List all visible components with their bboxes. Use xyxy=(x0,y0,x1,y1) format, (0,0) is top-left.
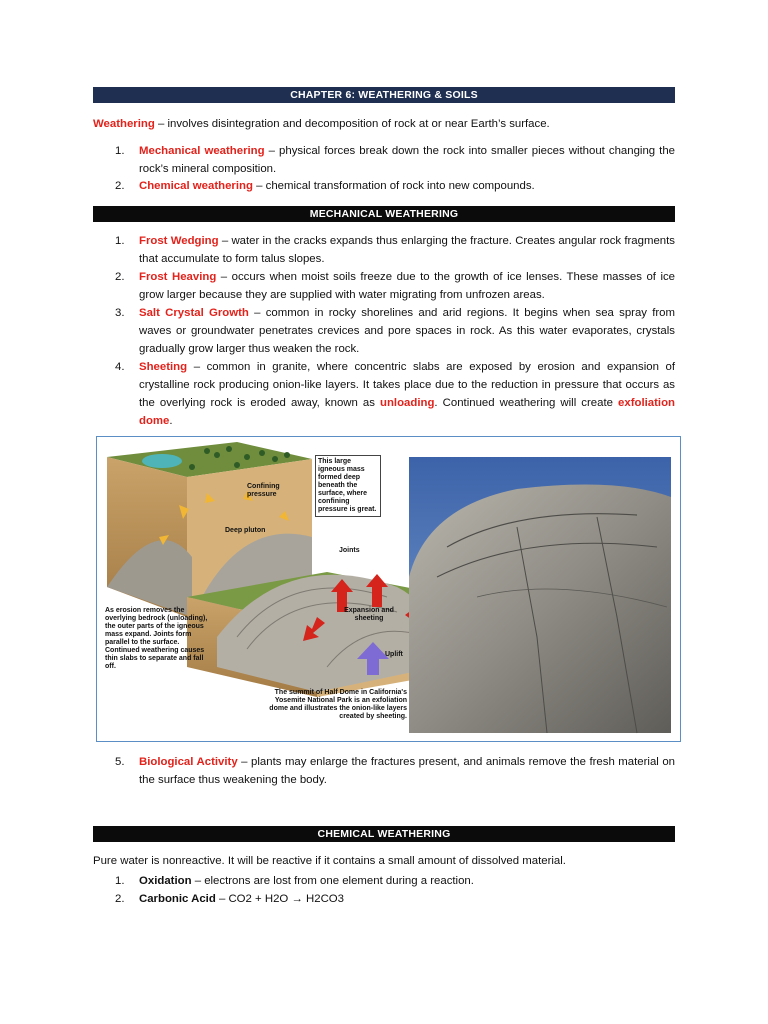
list-desc: – physical forces break down the rock into smaller pieces without changing the rock’s mineral composition. xyxy=(139,145,675,175)
list-text xyxy=(139,890,675,908)
list-desc: – water in the cracks expands thus enlarging the fracture. Creates angular rock fragments that accumulate to form talus slopes. xyxy=(139,235,675,265)
mechanical-header: MECHANICAL WEATHERING xyxy=(93,206,675,222)
exfoliation-figure xyxy=(96,436,681,742)
list-desc: – plants may enlarge the fractures present, and animals remove the fresh material on the surface thus weakening the body. xyxy=(139,756,675,786)
lake xyxy=(142,454,182,468)
list-text xyxy=(139,177,675,195)
list-text xyxy=(139,304,675,358)
expansion-label: Expansion and sheeting xyxy=(344,607,394,622)
list-term: Frost Wedging xyxy=(139,235,219,247)
list-number: 5. xyxy=(115,756,125,768)
list-term: Frost Heaving xyxy=(139,271,217,283)
list-desc: – CO2 + H2O → H2CO3 xyxy=(215,893,344,905)
list-desc: – occurs when moist soils freeze due to the growth of ice lenses. These masses of ice grow larger because they are supplied with water migrating from unfrozen areas. xyxy=(139,271,676,301)
list-number: 2. xyxy=(115,180,125,192)
list-text xyxy=(139,142,675,178)
list-text xyxy=(139,268,675,304)
list-number: 2. xyxy=(115,893,125,905)
list-number: 3. xyxy=(115,307,125,319)
chapter-title: CHAPTER 6: WEATHERING & SOILS xyxy=(93,87,675,103)
chemical-intro: Pure water is nonreactive. It will be reactive if it contains a small amount of dissolved material. xyxy=(93,855,566,867)
list-text xyxy=(139,232,675,268)
list-term: Oxidation xyxy=(139,875,192,887)
list-item xyxy=(93,268,675,304)
list-text xyxy=(139,872,675,890)
list-number: 4. xyxy=(115,361,125,373)
uplift-label: Uplift xyxy=(385,651,403,658)
list-item xyxy=(93,890,675,908)
list-term: unloading xyxy=(380,397,435,409)
half-dome-rock xyxy=(409,485,671,734)
half-dome-note: The summit of Half Dome in California's Yosemite National Park is an exfoliation dome and illustrates the onion-like layers created by sheeting. xyxy=(269,689,407,720)
list-term: exfoliation dome xyxy=(139,397,675,427)
list-term: Mechanical weathering xyxy=(139,145,265,157)
list-term: Carbonic Acid xyxy=(139,893,216,905)
list-term: Sheeting xyxy=(139,361,188,373)
erosion-note: As erosion removes the overlying bedrock (unloading), the outer parts of the igneous mass expand. Joints form parallel to the surface. Continued weathering causes thin slabs to separate and fall off. xyxy=(105,607,208,670)
list-item xyxy=(93,872,675,890)
list-number: 2. xyxy=(115,271,125,283)
list-item xyxy=(93,177,675,195)
list-term: Chemical weathering xyxy=(139,180,253,192)
list-desc: . xyxy=(169,415,173,427)
list-item xyxy=(93,753,675,789)
list-item xyxy=(93,304,675,358)
joints-label: Joints xyxy=(339,547,360,554)
list-item xyxy=(93,232,675,268)
list-item xyxy=(93,358,675,430)
list-desc: – common in rocky shorelines and arid regions. It begins when sea spray from waves or groundwater penetrates crevices and pore spaces in rock. As this water evaporates, crystals gradually grow larger thus weaken the rock. xyxy=(139,307,676,355)
list-text xyxy=(139,358,675,430)
chemical-header: CHEMICAL WEATHERING xyxy=(93,826,675,842)
list-desc: . Continued weathering will create xyxy=(434,397,619,409)
list-term: Salt Crystal Growth xyxy=(139,307,249,319)
intro-text: – involves disintegration and decomposition of rock at or near Earth’s surface. xyxy=(154,118,550,130)
intro-term: Weathering xyxy=(93,118,155,130)
confining-pressure-label: Confining pressure xyxy=(247,483,280,498)
list-desc: – common in granite, where concentric slabs are exposed by erosion and expansion of crystalline rock producing onion-like layers. It takes place due to the reduction in pressure that occurs as the overlying rock is eroded away, known as xyxy=(139,361,675,409)
deep-pluton-label: Deep pluton xyxy=(225,527,266,534)
list-term: Biological Activity xyxy=(139,756,238,768)
list-item xyxy=(93,142,675,178)
pluton-callout: This large igneous mass formed deep beneath the surface, where confining pressure is great. xyxy=(315,455,381,517)
list-text xyxy=(139,753,675,789)
list-number: 1. xyxy=(115,235,125,247)
list-desc: – chemical transformation of rock into new compounds. xyxy=(252,180,535,192)
intro-paragraph xyxy=(93,115,675,133)
list-number: 1. xyxy=(115,145,125,157)
list-desc: – electrons are lost from one element during a reaction. xyxy=(191,875,474,887)
list-number: 1. xyxy=(115,875,125,887)
